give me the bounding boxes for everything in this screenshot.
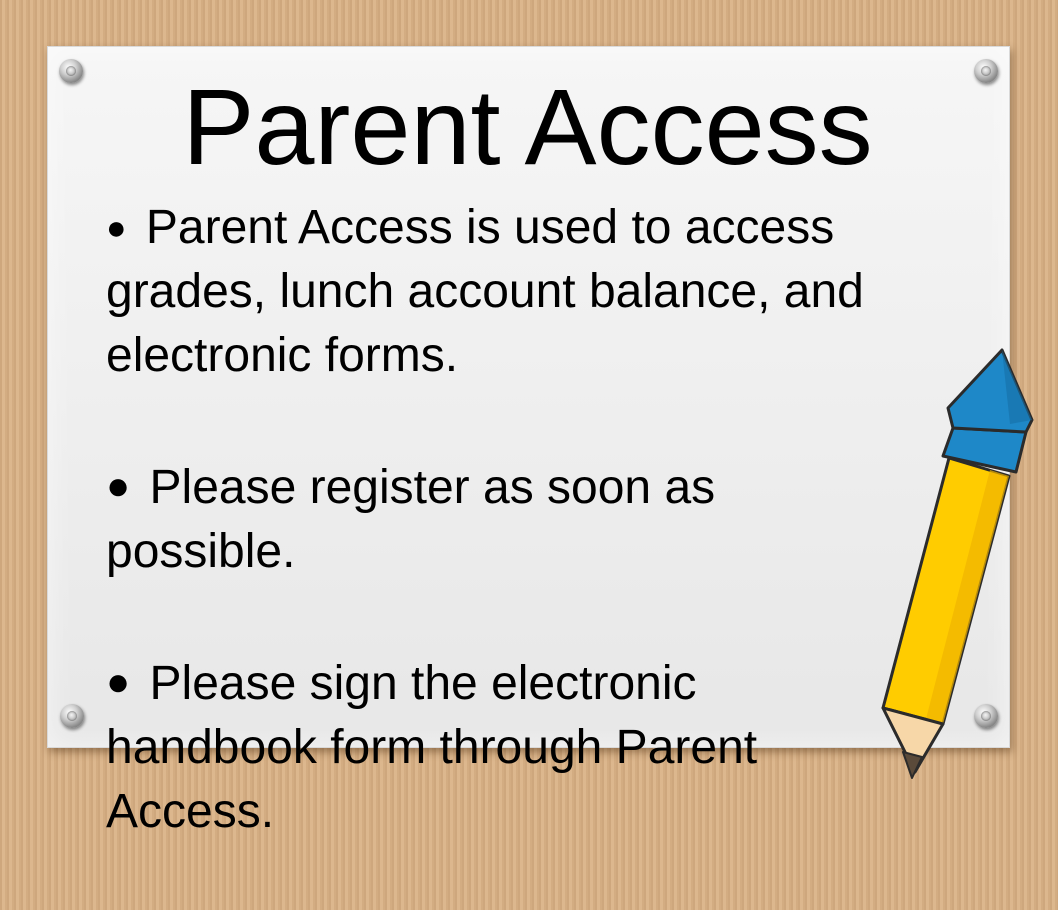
bullet-marker: ● [106, 209, 127, 247]
bullet-item-2 [106, 454, 906, 584]
bullet-item-3 [106, 650, 906, 844]
bullet-marker: ● [106, 660, 131, 704]
bullet-text: Parent Access is used to access grades, lunch account balance, and electronic forms. [106, 201, 864, 382]
bullet-marker: ● [106, 464, 131, 508]
thumbtack-bottom-left-icon [60, 704, 84, 728]
pencil-icon [860, 340, 1058, 793]
bullet-item-1 [106, 196, 906, 388]
bullet-text: Please sign the electronic handbook form through Parent Access. [106, 657, 758, 838]
bullet-list [106, 196, 906, 910]
slide-title: Parent Access [182, 66, 873, 187]
bullet-text: Please register as soon as possible. [106, 461, 716, 578]
